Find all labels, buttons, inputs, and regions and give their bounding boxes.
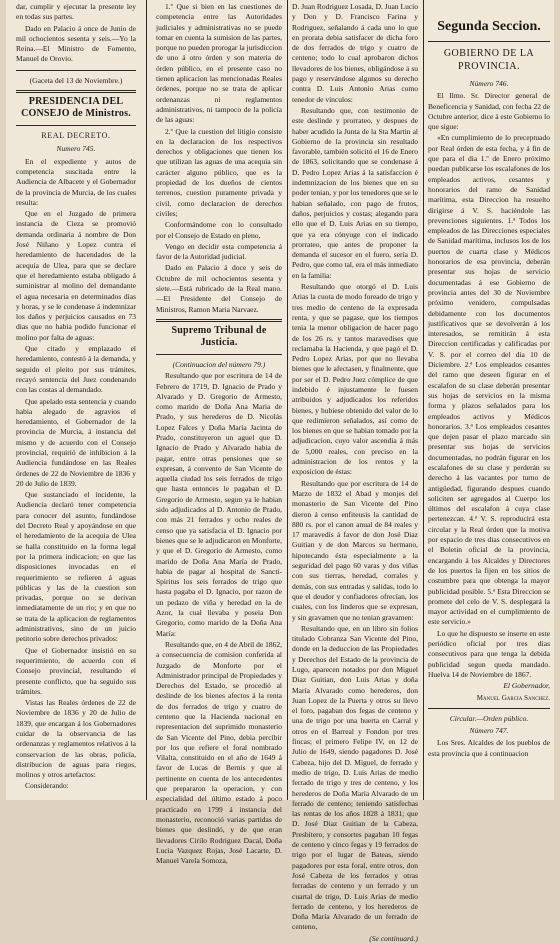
paragraph: 1.º Que si bien en las cuestiones de competencia entre las Autoridades judiciales y administrativas no se puede tomar en cuenta la sumision de las partes, porque no pueden prorogar la jurisdiccion de uno á otro órden y son materia de órden público, en el presente caso no tienen aplicacion las mencionadas Reales órdenes, porque no se trata de aplicar ordenanzas ni reglamentos administrativos, ni tampoco de la policía de las aguas: bbox=[156, 2, 283, 125]
notice-number: Número 746. bbox=[469, 79, 509, 88]
paragraph: Dado en Palacio á once de Junio de mil ochocientos sesenta y seis.—Yo la Reina.—El Ministro de Fomento, Manuel de Orovio. bbox=[16, 23, 136, 64]
notice-number: Número 747. bbox=[469, 726, 509, 736]
paragraph: Vengo en decidir esta competencia á favor de la Autoridad judicial. bbox=[156, 241, 282, 262]
decree-heading: REAL DECRETO. bbox=[41, 131, 111, 141]
decree-number: Numero 745. bbox=[56, 144, 96, 154]
signature-name: Manuel Garcia Sanchez. bbox=[476, 693, 550, 702]
continuation-note: (Se continuará.) bbox=[369, 933, 418, 943]
paragraph: Que sustanciado el incidente, la Audiencia declaró tener competencia para conocer del asunto, fundándose del Decreto Real y apoyándose en que el heredamiento de la acequia de Ulea se halla constituido en la forma legal por la primera indicacion; en que las disposiciones invocadas en el requerimiento se refieren á aguas públicas y las de la cuestion son privadas, porque no se derivan inmediatamente de un rio; y en que no se trata de la aplicacion de reglamentos administrativos, sino de un juicio petitorio sobre derechos privados: bbox=[16, 490, 136, 644]
paragraph: Los Sres. Alcaldes de los pueblos de esta provincia que á continuacion bbox=[428, 738, 550, 758]
column-1 bbox=[16, 2, 136, 792]
paragraph: Que apelado esta sentencia y cuando habia alegado de agravios el heredamiento, el Gobernador de la provincia de Murcia, á instancia del mismo y de acuerdo con el Consejo provincial, requirió de inhibicion á la Audiencia fundándose en las Reales órdenes de 22 de Noviembre de 1836 y 20 de Julio de 1839. bbox=[16, 396, 136, 488]
newspaper-page bbox=[6, 0, 554, 943]
divider bbox=[156, 354, 282, 355]
paragraph: Que citado y emplazado el heredamiento, contestó á la demanda, y seguido el pleito por sus trámites, recayó sentencia del Juez condenando con las costas al demandado. bbox=[16, 344, 136, 395]
signature-role: El Gobernador, bbox=[503, 681, 550, 691]
section-title: PRESIDENCIA DEL CONSEJO de Ministros. bbox=[21, 96, 131, 120]
column-rule bbox=[146, 0, 147, 800]
government-heading: GOBIERNO DE LA PROVINCIA. bbox=[443, 48, 535, 72]
gazette-note: (Gaceta del 13 de Noviembre.) bbox=[29, 75, 123, 85]
divider bbox=[16, 125, 136, 126]
paragraph: Lo que he dispuesto se inserte en este periódico oficial por tres dias consecutivos para que tenga la debida publicidad segun queda mandado. Huelva 14 de Noviembre de 1867. bbox=[428, 628, 550, 679]
circular-heading: Circular.—Orden público. bbox=[449, 713, 529, 723]
continuation-note: (Continuacion del número 79.) bbox=[172, 359, 266, 369]
divider bbox=[156, 319, 282, 322]
paragraph: Resultando que, con testimonio de este deslinde y prorrateo, y despues de haber acudido la Junta de la Sta Martin al Gobierno de la provincia sin resultado favorable, también solicitó el 16 de Enero de 1863, solicitando que se condenase á D. Pedro Lopez Arias á la satisfaccion é indemnizacion de los bienes que en su poder tenian, y por los tenedores que se le habian señalado, con pago de frutos, daños, perjuicios y costas; alegando para ello que el D. Luis Arias en su tiempo, que ya era cónyuge con el indicado prorrateo, que antes de proponer la demanda el sucesor en el fuero, sería D. Pedro, que como tal, era el más inmediato en la familia: bbox=[292, 105, 419, 280]
paragraph: Dado en Palacio á doce y seis de Octubre de mil ochocientos sesenta y siete.—Está rubricado de la Real mano.—El Presidente del Consejo de Ministros, Ramon Maria Narvaez. bbox=[156, 263, 282, 314]
paragraph: D. Juan Rodriguez Losada, D. Juan Lucio y Don y D. Francisco Farina y Rodriguez, señalando á cada uno lo que en prorata debia satisfacer de dicha foro de dos ferrados de trigo y cuatro de centeno; todo lo cual aprobaron dichos llevadores de los bienes, obligándose á su pago y reservándose algunos su derecho contra D. Luis Antonio Arias como tenedor de vínculos: bbox=[292, 2, 418, 104]
divider bbox=[16, 90, 136, 93]
column-4 bbox=[428, 2, 550, 792]
paragraph: Vistas las Reales órdenes de 22 de Noviembre de 1836 y 20 de Julio de 1839, que encargan á los Gobernadores cuidar de la observancia de las ordenanzas y reglamentos relativos á la conservacion de las obras, policía, distribucion de aguas para riegos, molinos y otros artefactos: bbox=[16, 698, 136, 780]
paragraph: Considerando: bbox=[25, 781, 69, 791]
paragraph: Que el Gobernador insistió en su requerimiento, de acuerdo con el Consejo provincial, resultando el presente conflicto, que ha seguido sus trámites. bbox=[16, 645, 136, 696]
paragraph: dar, cumplir y ejecutar la presente ley en todas sus partes. bbox=[16, 2, 136, 22]
paragraph: El Ilmo. Sr. Director general de Beneficencia y Sanidad, con fecha 22 de Octubre anterior, dice á este Gobierno lo que sigue: bbox=[428, 91, 550, 132]
divider bbox=[16, 70, 136, 71]
section-title: Segunda Seccion. bbox=[437, 19, 541, 34]
column-rule bbox=[423, 0, 424, 800]
column-rule bbox=[287, 0, 288, 800]
paragraph: Resultando que, en 4 de Abril de 1862, a consecuencia de comision conferida al Juzgado de Monforte por el Administrador principal de Propiedades y Derechos del Estado, se procedió al deslinde de los bienes afectos á la renta de dos ferrados de trigo y cuatro de centeno que la Hacienda nacional en representacion del suprimido monasterio de San Vicente del Pino, debia percibir por los que refiere el foral nombrado Vilalta, constituido en el año de 1649 á favor de Lucas de Bernis y que al pertinente en cuenta de los antecedentes que prepararon la operacion, y con especialidad del último estado á poco practicado en 1799 á instancia del monasterio, reconoció varias partidas de bienes que deslindó, y de que eran llevadores Cirilo Rodriguez Dacal, Doña Lucia Vazquez Rojas, José Lacarte, D. Manuel Varela Somoza, bbox=[156, 639, 282, 866]
paragraph: 2.º Que la cuestion del litigio consiste en la declaracion de los respectivos derechos y obligaciones que tienen los que utilizan las aguas de una acequia sin carácter alguno público, que es la propiedad de los dueños de cientos terrenos, cuestion puramente privada y civil, como declaracion de derechos civiles; bbox=[156, 126, 282, 218]
divider bbox=[428, 41, 550, 42]
paragraph: Resultando que otorgó el D. Luis Arias la cuota de modo foreado de trigo y tres medio de centeno de la expresada renta, y que se pagase, que los tiempos tenia la menor obligacion de hacer pago de los 26 rs. y tantos maravedises que reclamaba la Hacienda, y que pagó el D. Pedro Lopez Arias, por que no llevaba bienes que le afectasen, y finalmente, que por ser el D. Pedro Juez cómplice de que indebido é injustamente le fuesen atribuidos y adjudicados los referidos bienes, y hubiese obtenido del valor de lo que redimieron señalados, así como de los bienes en que se habian tomado por la adjudicacion, cuyo valor ascendia á más de 5,000 reales, con preciso en la administracion de los rentos y la exposicion de éstas: bbox=[292, 282, 418, 477]
paragraph: Resultando que por escritura de 14 de Marzo de 1832 el Abad y monjes del monasterio de San Vicente del Pino dieron á censo enfiteusis la cantidad de 880 rs. por el canon anual de 84 reales y 17 maravedís á favor de don José Diaz Guitian y de don Marcos su hermano, hipotecando ésta especialmente a la seguridad del pago 60 varas y dos viñas con sus tierras, heredad, corrales y demás, con sus entradas y salidas, todo lo que el deudor y confiadores ofrecían, los cuales, con los linderos que se expresan, y sin gravamen que no tenian gravamen: bbox=[292, 478, 418, 622]
paragraph: Resultando que, en un libro sin folios titulado Cobranza San Vicente del Pino, donde en la deduccion de las Propiedades y Derechos del Estado de la provincia de Lugo, aparecen notados por don Miguel Diaz Guitian, don Luis Arias y doña María Alvarado como herederos, don Juan Lopez de la Puerta y otros su llevo el foro, pagaban dos fegas de centeno y una de trigo por una huerta en Carral y otros en el Barreal y Fondon por tres fincas; el primero Felipe IV, en 12 de Julio de 1649, siendo pagadores D. José Cabeza, hijo del D. Miguel, de ferrado y medio de trigo, D. Luis Arias de medio ferrado de trigo y tres de centeno, y los herederos de Doña María Alvarado de un ferrado de centeno; teniendo satisfechas las rentas de los años 1828 á 1831; que D. José Diaz Guitian de la Cabeza, Presbítero, y consortes pagaban 10 fegas de centeno y cinco fegas y 19 ferrados de trigo por el lugar de Bateas, siendo pagadores por esta foral, entre otros, don José Cabeza de los ferrados y otras ferradas de centeno y un ferrado y un cuartal de trigo, D. Luis Arias de medio ferrado de centeno, y los herederos de Doña María Alvarado de un ferrado de centeno, bbox=[292, 623, 418, 932]
column-2 bbox=[156, 2, 283, 866]
column-3 bbox=[292, 2, 419, 943]
paragraph: Que en el Juzgado de primera instancia de Cieza se promovió demanda ordinaria á nombre de Don José Niñano y Lopez contra el heredamiento de hacendados de la acequia de Ulea, para que se declare que el heredamiento estaba obligado á suministrar al molino del demandante el agua necesaria en determinados dias y horas, y se le condenase á indemnizar los daños y perjuicios causados en 73 dias que no habia podido funcionar el molino por falta de aguas: bbox=[16, 209, 136, 342]
paragraph: Conformándome con lo consultado por el Consejo de Estado en pleno, bbox=[156, 220, 282, 240]
paragraph: Resultando que por escritura de 14 de Febrero de 1719, D. Ignacio de Prado y Alvarado y D. Gregorio de Armesto, como marido de Doña Ana Maria de Prado, y sus herederos de D. Nicolás Lopez Falces y Doña María Jacinta de Prado, constituyeron un aguel que D. Ignacio de Prado y Alvarado habia de pagar, entre otras pensiones que se expresan, á convento de San Vicente de aquella ciudad los seis ferrados de trigo que hasta entonces le pagaban el D. Gregorio de Armesto, segun ya le habian sido adjudicados al D. Antonio de Prado, con más 21 ferrados y ocho reales de censo que ya satisfacia el D. Ignacio por bienes que se le adjudicaron en Monforte, y que el D. Gregorio de Armesto, como marido de Doña Ana María de Prado, habia de pagar al hospital de Sancti-Spiritus los seis ferrados de trigo que hasta pagaba el D. Ignacio, por razon de un pedazo de viña y heredad en la de Azor, la cual llevaba y poseia Don Gregorio, como marido de la Doña Ana María: bbox=[156, 371, 282, 638]
divider bbox=[428, 708, 550, 709]
section-title: Supremo Tribunal de Justicia. bbox=[171, 324, 267, 348]
paragraph: En el expediente y autos de competencia suscitada entre la Audiencia de Albacete y el Gobernador de la provincia de Murcia, de los cuales resulta: bbox=[16, 156, 136, 207]
paragraph: «En cumplimiento de lo preceptuado por Real órden de esta fecha, y á fin de que para el dia 1.º de Enero próximo puedan publicarse los escalafones de los empleados activos, cesantes y honorarios del ramo de Sanidad marítima, esta Direccion ha resuelto dirigirse á V. S. haciéndole las prevenciones siguientes. 1.ª Todos los empleados de las Direcciones especiales de Sanidad marítima, inclusos los de los puertos de cuarta clase y Médicos honorarios de esa provincia, deberán presentar sus hojas de servicio documentadas á ese Gobierno de provincia antes del 30 de Noviembre próximo venidero, compulsadas debidamente con los documentos justificativos que se devolverán á los interesados, se remitirán á esta Direccion certificadas y calificadas por V. S. por el correo del dia 10 de Diciembre. 2.ª Los empleados cesantes del ramo que deseen figurar en el escalafon de su clase deberán presentar sus hojas de servicios en la misma forma y plazos señalados para los empleados activos y Médicos honorarios. 3.ª Los empleados cesantes que dejen pasar el plazo marcado sin presentar sus hojas de servicios documentadas, no podrán figurar en los escalafones de su clase y perderán su derecho á las vacantes por turno de antigüedad, figurando despues cuando soliciten ser agregados al Cuerpo los últimos del escalafon á cuya clase pertenezcan. 4.ª V. S. reproducirá esta circular y la Real órden que la motiva por espacio de tres dias consecutivos en el Boletin oficial de la provincia, encargando á los Alcaldes y Directores de los puertos la fijen en los sitios de costumbre para que obtenga la mayor publicidad posible. 5.ª Esta Direccion se promete del celo de V. S. desplegará la mayor actividad en el cumplimiento de este servicio.» bbox=[428, 133, 550, 627]
